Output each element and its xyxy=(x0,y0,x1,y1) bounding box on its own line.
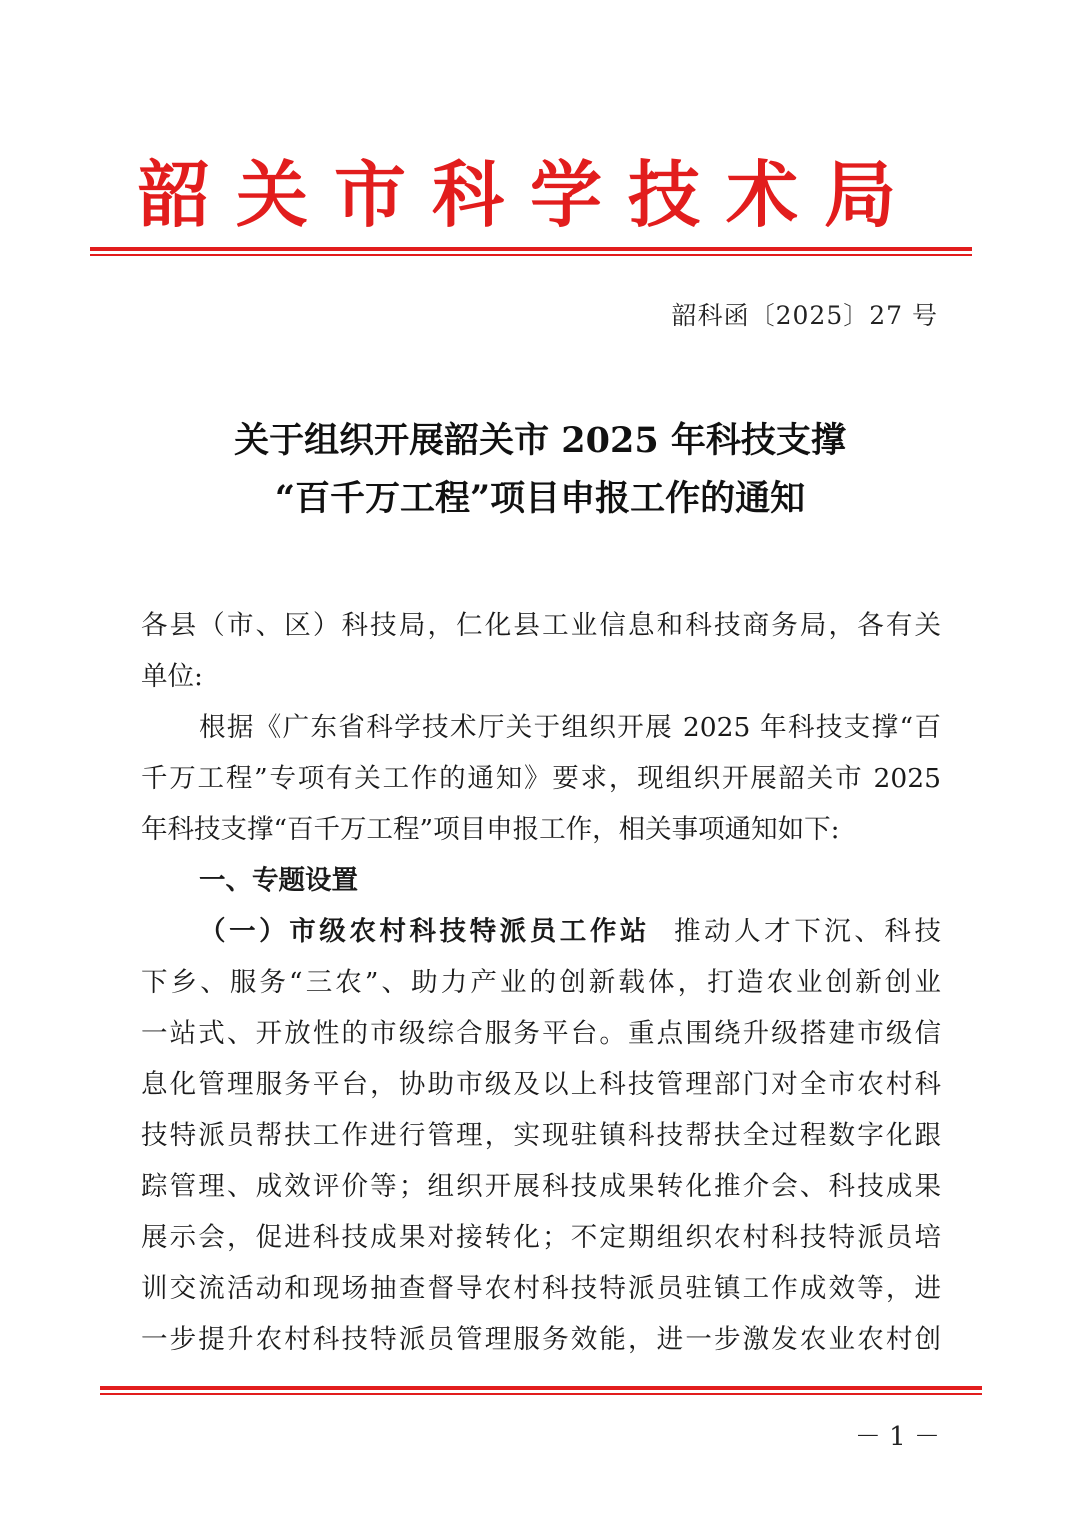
paragraph-line: 千万工程”专项有关工作的通知》要求，现组织开展韶关市 2025 xyxy=(141,763,941,794)
document-number: 韶科函〔2025〕27 号 xyxy=(671,301,938,330)
document-title xyxy=(120,412,960,528)
agency-header: 韶关市科学技术局 xyxy=(137,153,922,237)
header-rule-thick xyxy=(90,247,972,251)
subsection-text: 推动人才下沉、科技 xyxy=(673,916,941,947)
paragraph-line: 一步提升农村科技特派员管理服务效能，进一步激发农业农村创 xyxy=(141,1324,941,1355)
footer-rule-thin xyxy=(100,1393,982,1395)
paragraph-line: 息化管理服务平台，协助市级及以上科技管理部门对全市农村科 xyxy=(141,1069,941,1100)
paragraph-line: 展示会，促进科技成果对接转化；不定期组织农村科技特派员培 xyxy=(141,1222,941,1253)
document-body xyxy=(141,600,941,1365)
header-rule-thin xyxy=(90,254,972,256)
paragraph-line: 踪管理、成效评价等；组织开展科技成果转化推介会、科技成果 xyxy=(141,1171,941,1202)
paragraph-line: 训交流活动和现场抽查督导农村科技特派员驻镇工作成效等，进 xyxy=(141,1273,941,1304)
page-number: － 1 － xyxy=(854,1422,940,1452)
footer-rule-thick xyxy=(100,1386,982,1390)
paragraph-line: 下乡、服务“三农”、助力产业的创新载体，打造农业创新创业 xyxy=(141,967,941,998)
subsection-line xyxy=(141,906,941,957)
paragraph-line: 技特派员帮扶工作进行管理，实现驻镇科技帮扶全过程数字化跟 xyxy=(141,1120,941,1151)
paragraph-line: 根据《广东省科学技术厅关于组织开展 2025 年科技支撑“百 xyxy=(199,712,941,743)
title-line-2: “百千万工程”项目申报工作的通知 xyxy=(274,478,806,519)
subsection-heading: （一）市级农村科技特派员工作站 xyxy=(199,916,650,947)
section-heading: 一、专题设置 xyxy=(199,865,358,896)
addressee-line: 各县（市、区）科技局，仁化县工业信息和科技商务局，各有关 xyxy=(141,610,941,641)
paragraph-line: 年科技支撑“百千万工程”项目申报工作，相关事项通知如下: xyxy=(141,814,840,845)
addressee-line: 单位: xyxy=(141,661,203,692)
title-line-1: 关于组织开展韶关市 2025 年科技支撑 xyxy=(234,420,846,461)
paragraph-line: 一站式、开放性的市级综合服务平台。重点围绕升级搭建市级信 xyxy=(141,1018,941,1049)
